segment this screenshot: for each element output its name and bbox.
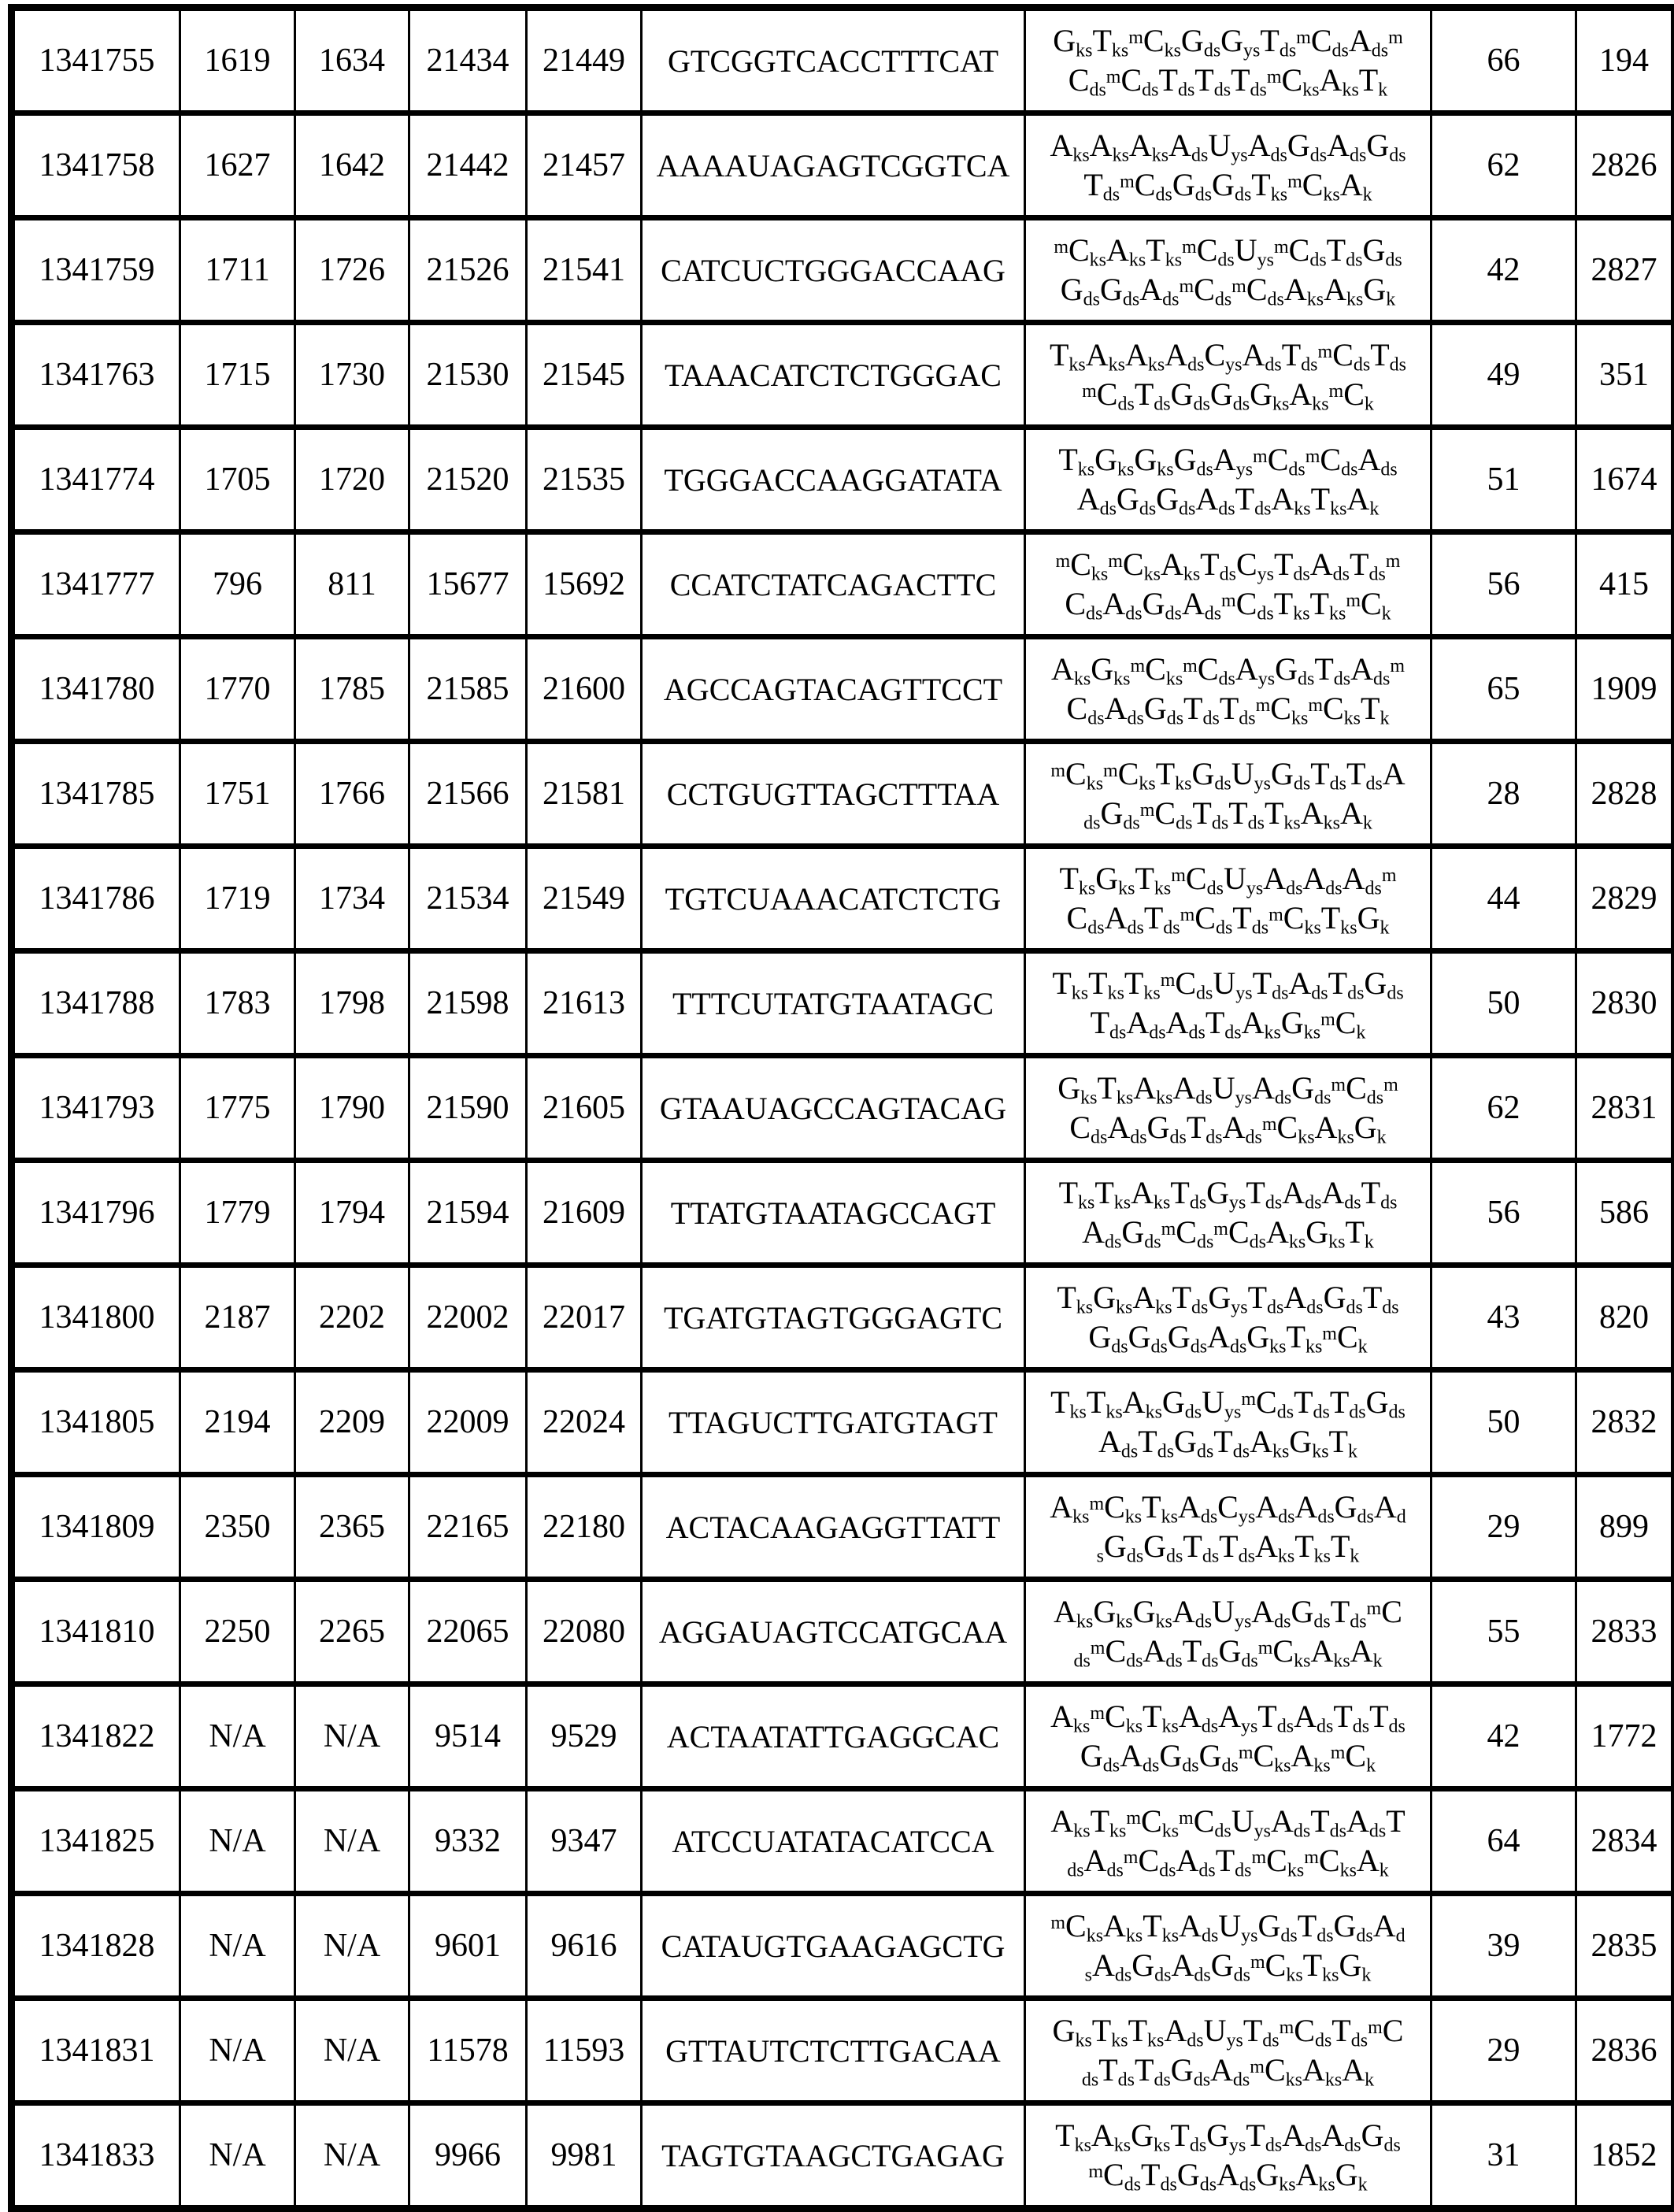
isis-number-cell: 1341800 bbox=[12, 1265, 180, 1370]
isis-number-cell: 1341788 bbox=[12, 951, 180, 1056]
chemistry-line: $C_{ds}A_{ds}G_{ds}T_{ds}A_{ds}^mC_{ks}A_{ks}G_k$ bbox=[1029, 1108, 1427, 1147]
table-row bbox=[12, 1894, 1674, 1999]
chemistry-line: $T_{ks}T_{ks}A_{ks}G_{ds}U_{ys}^mC_{ds}T_{ds}T_{ds}G_{ds}$ bbox=[1029, 1383, 1427, 1422]
stop-site-cell: 811 bbox=[295, 532, 409, 637]
table-row bbox=[12, 1161, 1674, 1265]
start-site-cell: 2350 bbox=[180, 1475, 295, 1580]
stop-site-2-cell: 11593 bbox=[527, 1999, 642, 2103]
chemistry-notation-cell bbox=[1025, 1370, 1431, 1475]
sequence-cell: TTATGTAATAGCCAGT bbox=[642, 1161, 1025, 1265]
start-site-2-cell: 22065 bbox=[409, 1580, 527, 1684]
chemistry-line: $A_{ks}A_{ks}A_{ks}A_{ds}U_{ys}A_{ds}G_{ds}A_{ds}G_{ds}$ bbox=[1029, 126, 1427, 165]
stop-site-2-cell: 22180 bbox=[527, 1475, 642, 1580]
chemistry-line: $^mC_{ks}^mC_{ks}A_{ks}T_{ds}C_{ys}T_{ds}A_{ds}T_{ds}^m$ bbox=[1029, 545, 1427, 584]
chemistry-line: $G_{ds}A_{ds}G_{ds}G_{ds}^mC_{ks}A_{ks}^mC_k$ bbox=[1029, 1736, 1427, 1776]
percent-inhibition-cell: 43 bbox=[1431, 1265, 1576, 1370]
isis-number-cell: 1341828 bbox=[12, 1894, 180, 1999]
start-site-2-cell: 21598 bbox=[409, 951, 527, 1056]
chemistry-line: $G_{ks}T_{ks}T_{ks}A_{ds}U_{ys}T_{ds}^mC_{ds}T_{ds}^mC$ bbox=[1029, 2011, 1427, 2051]
chemistry-line: $_{ds}G_{ds}^mC_{ds}T_{ds}T_{ds}T_{ks}A_{ks}A_k$ bbox=[1029, 794, 1427, 833]
percent-inhibition-cell: 42 bbox=[1431, 218, 1576, 323]
table-row bbox=[12, 1475, 1674, 1580]
chemistry-line: $A_{ks}T_{ks}^mC_{ks}^mC_{ds}U_{ys}A_{ds}T_{ds}A_{ds}T$ bbox=[1029, 1802, 1427, 1841]
seq-id-cell: 1852 bbox=[1576, 2103, 1674, 2209]
chemistry-line: $G_{ks}T_{ks}A_{ks}A_{ds}U_{ys}A_{ds}G_{ds}^mC_{ds}^m$ bbox=[1029, 1069, 1427, 1108]
stop-site-2-cell: 21541 bbox=[527, 218, 642, 323]
chemistry-line: $C_{ds}^mC_{ds}T_{ds}T_{ds}T_{ds}^mC_{ks}A_{ks}T_k$ bbox=[1029, 61, 1427, 100]
stop-site-cell: 1798 bbox=[295, 951, 409, 1056]
stop-site-cell: 1642 bbox=[295, 113, 409, 218]
percent-inhibition-cell: 39 bbox=[1431, 1894, 1576, 1999]
chemistry-line: $A_{ks}^mC_{ks}T_{ks}A_{ds}A_{ys}T_{ds}A_{ds}T_{ds}T_{ds}$ bbox=[1029, 1697, 1427, 1736]
percent-inhibition-cell: 56 bbox=[1431, 1161, 1576, 1265]
start-site-2-cell: 9601 bbox=[409, 1894, 527, 1999]
start-site-2-cell: 9514 bbox=[409, 1684, 527, 1789]
table-row bbox=[12, 1789, 1674, 1894]
chemistry-line: $T_{ks}G_{ks}A_{ks}T_{ds}G_{ys}T_{ds}A_{ds}G_{ds}T_{ds}$ bbox=[1029, 1278, 1427, 1317]
seq-id-cell: 820 bbox=[1576, 1265, 1674, 1370]
sequence-cell: GTAAUAGCCAGTACAG bbox=[642, 1056, 1025, 1161]
chemistry-line: $_{ds}A_{ds}^mC_{ds}A_{ds}T_{ds}^mC_{ks}^mC_{ks}A_k$ bbox=[1029, 1841, 1427, 1880]
chemistry-line: $T_{ks}G_{ks}G_{ks}G_{ds}A_{ys}^mC_{ds}^mC_{ds}A_{ds}$ bbox=[1029, 440, 1427, 480]
chemistry-notation-cell bbox=[1025, 113, 1431, 218]
chemistry-line: $C_{ds}A_{ds}T_{ds}^mC_{ds}T_{ds}^mC_{ks}T_{ks}G_k$ bbox=[1029, 899, 1427, 938]
chemistry-line: $A_{ds}G_{ds}G_{ds}A_{ds}T_{ds}A_{ks}T_{ks}A_k$ bbox=[1029, 480, 1427, 519]
table-row bbox=[12, 1370, 1674, 1475]
start-site-2-cell: 21594 bbox=[409, 1161, 527, 1265]
chemistry-line: $T_{ks}T_{ks}T_{ks}^mC_{ds}U_{ys}T_{ds}A_{ds}T_{ds}G_{ds}$ bbox=[1029, 964, 1427, 1003]
percent-inhibition-cell: 31 bbox=[1431, 2103, 1576, 2209]
chemistry-notation-cell bbox=[1025, 951, 1431, 1056]
start-site-cell: 1719 bbox=[180, 847, 295, 951]
chemistry-notation-cell bbox=[1025, 1684, 1431, 1789]
chemistry-line: $T_{ds}A_{ds}A_{ds}T_{ds}A_{ks}G_{ks}^mC_k$ bbox=[1029, 1003, 1427, 1043]
stop-site-cell: 1726 bbox=[295, 218, 409, 323]
percent-inhibition-cell: 44 bbox=[1431, 847, 1576, 951]
start-site-cell: 2194 bbox=[180, 1370, 295, 1475]
seq-id-cell: 2828 bbox=[1576, 742, 1674, 847]
isis-number-cell: 1341805 bbox=[12, 1370, 180, 1475]
table-row bbox=[12, 742, 1674, 847]
seq-id-cell: 194 bbox=[1576, 8, 1674, 113]
start-site-2-cell: 22165 bbox=[409, 1475, 527, 1580]
seq-id-cell: 2836 bbox=[1576, 1999, 1674, 2103]
stop-site-2-cell: 21449 bbox=[527, 8, 642, 113]
start-site-cell: 1627 bbox=[180, 113, 295, 218]
sequence-cell: GTCGGTCACCTTTCAT bbox=[642, 8, 1025, 113]
sequence-cell: AAAAUAGAGTCGGTCA bbox=[642, 113, 1025, 218]
stop-site-cell: 1720 bbox=[295, 428, 409, 532]
isis-number-cell: 1341759 bbox=[12, 218, 180, 323]
start-site-cell: N/A bbox=[180, 1789, 295, 1894]
percent-inhibition-cell: 55 bbox=[1431, 1580, 1576, 1684]
seq-id-cell: 1674 bbox=[1576, 428, 1674, 532]
sequence-cell: TGATGTAGTGGGAGTC bbox=[642, 1265, 1025, 1370]
stop-site-2-cell: 9616 bbox=[527, 1894, 642, 1999]
start-site-cell: 1770 bbox=[180, 637, 295, 742]
percent-inhibition-cell: 42 bbox=[1431, 1684, 1576, 1789]
chemistry-notation-cell bbox=[1025, 428, 1431, 532]
isis-number-cell: 1341822 bbox=[12, 1684, 180, 1789]
isis-number-cell: 1341833 bbox=[12, 2103, 180, 2209]
start-site-2-cell: 21590 bbox=[409, 1056, 527, 1161]
table-row bbox=[12, 323, 1674, 428]
sequence-cell: CCTGUGTTAGCTTTAA bbox=[642, 742, 1025, 847]
chemistry-line: $A_{ks}G_{ks}^mC_{ks}^mC_{ds}A_{ys}G_{ds}T_{ds}A_{ds}^m$ bbox=[1029, 650, 1427, 689]
chemistry-line: $G_{ks}T_{ks}^mC_{ks}G_{ds}G_{ys}T_{ds}^mC_{ds}A_{ds}^m$ bbox=[1029, 21, 1427, 61]
seq-id-cell: 2832 bbox=[1576, 1370, 1674, 1475]
seq-id-cell: 2826 bbox=[1576, 113, 1674, 218]
chemistry-line: $T_{ks}A_{ks}A_{ks}A_{ds}C_{ys}A_{ds}T_{ds}^mC_{ds}T_{ds}$ bbox=[1029, 335, 1427, 375]
table-row bbox=[12, 2103, 1674, 2209]
stop-site-cell: 1634 bbox=[295, 8, 409, 113]
percent-inhibition-cell: 50 bbox=[1431, 951, 1576, 1056]
start-site-cell: 1705 bbox=[180, 428, 295, 532]
chemistry-line: $G_{ds}G_{ds}A_{ds}^mC_{ds}^mC_{ds}A_{ks}A_{ks}G_k$ bbox=[1029, 270, 1427, 309]
sequence-cell: AGGAUAGTCCATGCAA bbox=[642, 1580, 1025, 1684]
start-site-cell: 1783 bbox=[180, 951, 295, 1056]
sequence-cell: ACTAATATTGAGGCAC bbox=[642, 1684, 1025, 1789]
percent-inhibition-cell: 62 bbox=[1431, 1056, 1576, 1161]
sequence-cell: TGTCUAAACATCTCTG bbox=[642, 847, 1025, 951]
percent-inhibition-cell: 29 bbox=[1431, 1475, 1576, 1580]
chemistry-line: $C_{ds}A_{ds}G_{ds}A_{ds}^mC_{ds}T_{ks}T_{ks}^mC_k$ bbox=[1029, 584, 1427, 624]
start-site-2-cell: 21442 bbox=[409, 113, 527, 218]
stop-site-cell: 1785 bbox=[295, 637, 409, 742]
isis-number-cell: 1341831 bbox=[12, 1999, 180, 2103]
stop-site-2-cell: 15692 bbox=[527, 532, 642, 637]
chemistry-line: $^mC_{ds}T_{ds}G_{ds}G_{ds}G_{ks}A_{ks}^mC_k$ bbox=[1029, 375, 1427, 414]
chemistry-line: $T_{ks}T_{ks}A_{ks}T_{ds}G_{ys}T_{ds}A_{ds}A_{ds}T_{ds}$ bbox=[1029, 1173, 1427, 1213]
table-row bbox=[12, 1580, 1674, 1684]
start-site-2-cell: 21520 bbox=[409, 428, 527, 532]
stop-site-2-cell: 21613 bbox=[527, 951, 642, 1056]
chemistry-line: $A_{ds}T_{ds}G_{ds}T_{ds}A_{ks}G_{ks}T_k$ bbox=[1029, 1422, 1427, 1462]
seq-id-cell: 2829 bbox=[1576, 847, 1674, 951]
sequence-cell: TAGTGTAAGCTGAGAG bbox=[642, 2103, 1025, 2209]
start-site-cell: 1775 bbox=[180, 1056, 295, 1161]
start-site-cell: 1779 bbox=[180, 1161, 295, 1265]
stop-site-cell: N/A bbox=[295, 1894, 409, 1999]
start-site-cell: 1715 bbox=[180, 323, 295, 428]
stop-site-cell: N/A bbox=[295, 1684, 409, 1789]
sequence-cell: ATCCUATATACATCCA bbox=[642, 1789, 1025, 1894]
sequence-cell: TAAACATCTCTGGGAC bbox=[642, 323, 1025, 428]
chemistry-line: $_{ds}T_{ds}T_{ds}G_{ds}A_{ds}^mC_{ks}A_{ks}A_k$ bbox=[1029, 2051, 1427, 2090]
oligo-table bbox=[8, 4, 1674, 2212]
chemistry-notation-cell bbox=[1025, 1789, 1431, 1894]
sequence-cell: TGGGACCAAGGATATA bbox=[642, 428, 1025, 532]
isis-number-cell: 1341777 bbox=[12, 532, 180, 637]
sequence-cell: AGCCAGTACAGTTCCT bbox=[642, 637, 1025, 742]
stop-site-2-cell: 22017 bbox=[527, 1265, 642, 1370]
percent-inhibition-cell: 29 bbox=[1431, 1999, 1576, 2103]
isis-number-cell: 1341825 bbox=[12, 1789, 180, 1894]
seq-id-cell: 2831 bbox=[1576, 1056, 1674, 1161]
start-site-cell: 1751 bbox=[180, 742, 295, 847]
sequence-cell: ACTACAAGAGGTTATT bbox=[642, 1475, 1025, 1580]
stop-site-cell: 2202 bbox=[295, 1265, 409, 1370]
percent-inhibition-cell: 49 bbox=[1431, 323, 1576, 428]
stop-site-2-cell: 21609 bbox=[527, 1161, 642, 1265]
table-row bbox=[12, 113, 1674, 218]
chemistry-notation-cell bbox=[1025, 1580, 1431, 1684]
isis-number-cell: 1341774 bbox=[12, 428, 180, 532]
isis-number-cell: 1341780 bbox=[12, 637, 180, 742]
chemistry-notation-cell bbox=[1025, 1999, 1431, 2103]
percent-inhibition-cell: 65 bbox=[1431, 637, 1576, 742]
chemistry-notation-cell bbox=[1025, 637, 1431, 742]
chemistry-line: $T_{ks}G_{ks}T_{ks}^mC_{ds}U_{ys}A_{ds}A_{ds}A_{ds}^m$ bbox=[1029, 859, 1427, 899]
isis-number-cell: 1341758 bbox=[12, 113, 180, 218]
table-row bbox=[12, 951, 1674, 1056]
table-row bbox=[12, 1056, 1674, 1161]
stop-site-2-cell: 21549 bbox=[527, 847, 642, 951]
stop-site-cell: 1766 bbox=[295, 742, 409, 847]
start-site-2-cell: 9332 bbox=[409, 1789, 527, 1894]
percent-inhibition-cell: 28 bbox=[1431, 742, 1576, 847]
isis-number-cell: 1341785 bbox=[12, 742, 180, 847]
stop-site-2-cell: 22080 bbox=[527, 1580, 642, 1684]
chemistry-notation-cell bbox=[1025, 1265, 1431, 1370]
chemistry-line: $_sG_{ds}G_{ds}T_{ds}T_{ds}A_{ks}T_{ks}T_k$ bbox=[1029, 1527, 1427, 1566]
stop-site-cell: 2365 bbox=[295, 1475, 409, 1580]
start-site-cell: N/A bbox=[180, 2103, 295, 2209]
chemistry-line: $C_{ds}A_{ds}G_{ds}T_{ds}T_{ds}^mC_{ks}^mC_{ks}T_k$ bbox=[1029, 689, 1427, 728]
table-row bbox=[12, 637, 1674, 742]
chemistry-line: $^mC_{ds}T_{ds}G_{ds}A_{ds}G_{ks}A_{ks}G_k$ bbox=[1029, 2155, 1427, 2195]
seq-id-cell: 2834 bbox=[1576, 1789, 1674, 1894]
isis-number-cell: 1341755 bbox=[12, 8, 180, 113]
start-site-2-cell: 21530 bbox=[409, 323, 527, 428]
seq-id-cell: 1909 bbox=[1576, 637, 1674, 742]
table-row bbox=[12, 1265, 1674, 1370]
start-site-2-cell: 21434 bbox=[409, 8, 527, 113]
seq-id-cell: 2835 bbox=[1576, 1894, 1674, 1999]
start-site-cell: N/A bbox=[180, 1894, 295, 1999]
table-body bbox=[12, 8, 1674, 2209]
start-site-cell: 796 bbox=[180, 532, 295, 637]
start-site-2-cell: 15677 bbox=[409, 532, 527, 637]
seq-id-cell: 351 bbox=[1576, 323, 1674, 428]
start-site-2-cell: 22002 bbox=[409, 1265, 527, 1370]
chemistry-line: $T_{ds}^mC_{ds}G_{ds}G_{ds}T_{ks}^mC_{ks}A_k$ bbox=[1029, 165, 1427, 205]
chemistry-notation-cell bbox=[1025, 1475, 1431, 1580]
chemistry-line: $A_{ks}^mC_{ks}T_{ks}A_{ds}C_{ys}A_{ds}A_{ds}G_{ds}A_d$ bbox=[1029, 1488, 1427, 1527]
chemistry-notation-cell bbox=[1025, 2103, 1431, 2209]
sequence-cell: GTTAUTCTCTTGACAA bbox=[642, 1999, 1025, 2103]
seq-id-cell: 899 bbox=[1576, 1475, 1674, 1580]
start-site-cell: 2187 bbox=[180, 1265, 295, 1370]
chemistry-notation-cell bbox=[1025, 323, 1431, 428]
start-site-2-cell: 21566 bbox=[409, 742, 527, 847]
stop-site-cell: 1794 bbox=[295, 1161, 409, 1265]
stop-site-2-cell: 22024 bbox=[527, 1370, 642, 1475]
start-site-cell: N/A bbox=[180, 1684, 295, 1789]
stop-site-cell: 1790 bbox=[295, 1056, 409, 1161]
chemistry-line: $A_{ds}G_{ds}^mC_{ds}^mC_{ds}A_{ks}G_{ks}T_k$ bbox=[1029, 1213, 1427, 1252]
stop-site-2-cell: 9347 bbox=[527, 1789, 642, 1894]
stop-site-2-cell: 21545 bbox=[527, 323, 642, 428]
sequence-cell: TTTCUTATGTAATAGC bbox=[642, 951, 1025, 1056]
start-site-2-cell: 9966 bbox=[409, 2103, 527, 2209]
chemistry-notation-cell bbox=[1025, 8, 1431, 113]
table-row bbox=[12, 428, 1674, 532]
percent-inhibition-cell: 50 bbox=[1431, 1370, 1576, 1475]
start-site-2-cell: 21526 bbox=[409, 218, 527, 323]
chemistry-line: $_sA_{ds}G_{ds}A_{ds}G_{ds}^mC_{ks}T_{ks}G_k$ bbox=[1029, 1946, 1427, 1985]
stop-site-cell: 1734 bbox=[295, 847, 409, 951]
sequence-cell: CATCUCTGGGACCAAG bbox=[642, 218, 1025, 323]
sequence-cell: CCATCTATCAGACTTC bbox=[642, 532, 1025, 637]
stop-site-cell: N/A bbox=[295, 2103, 409, 2209]
stop-site-cell: N/A bbox=[295, 1999, 409, 2103]
isis-number-cell: 1341810 bbox=[12, 1580, 180, 1684]
percent-inhibition-cell: 56 bbox=[1431, 532, 1576, 637]
stop-site-cell: 1730 bbox=[295, 323, 409, 428]
chemistry-line: $G_{ds}G_{ds}G_{ds}A_{ds}G_{ks}T_{ks}^mC_k$ bbox=[1029, 1317, 1427, 1357]
start-site-cell: 1711 bbox=[180, 218, 295, 323]
stop-site-cell: N/A bbox=[295, 1789, 409, 1894]
stop-site-cell: 2265 bbox=[295, 1580, 409, 1684]
stop-site-2-cell: 9981 bbox=[527, 2103, 642, 2209]
chemistry-notation-cell bbox=[1025, 218, 1431, 323]
table-row bbox=[12, 8, 1674, 113]
chemistry-line: $^mC_{ks}A_{ks}T_{ks}A_{ds}U_{ys}G_{ds}T_{ds}G_{ds}A_d$ bbox=[1029, 1906, 1427, 1946]
chemistry-line: $^mC_{ks}A_{ks}T_{ks}^mC_{ds}U_{ys}^mC_{ds}T_{ds}G_{ds}$ bbox=[1029, 231, 1427, 270]
stop-site-2-cell: 21600 bbox=[527, 637, 642, 742]
seq-id-cell: 2833 bbox=[1576, 1580, 1674, 1684]
start-site-2-cell: 11578 bbox=[409, 1999, 527, 2103]
chemistry-line: $_{ds}^mC_{ds}A_{ds}T_{ds}G_{ds}^mC_{ks}A_{ks}A_k$ bbox=[1029, 1632, 1427, 1671]
start-site-2-cell: 22009 bbox=[409, 1370, 527, 1475]
percent-inhibition-cell: 62 bbox=[1431, 113, 1576, 218]
chemistry-notation-cell bbox=[1025, 532, 1431, 637]
stop-site-2-cell: 21605 bbox=[527, 1056, 642, 1161]
table-row bbox=[12, 532, 1674, 637]
chemistry-line: $T_{ks}A_{ks}G_{ks}T_{ds}G_{ys}T_{ds}A_{ds}A_{ds}G_{ds}$ bbox=[1029, 2116, 1427, 2155]
isis-number-cell: 1341793 bbox=[12, 1056, 180, 1161]
chemistry-notation-cell bbox=[1025, 1161, 1431, 1265]
table-row bbox=[12, 218, 1674, 323]
chemistry-notation-cell bbox=[1025, 1894, 1431, 1999]
start-site-2-cell: 21534 bbox=[409, 847, 527, 951]
chemistry-notation-cell bbox=[1025, 847, 1431, 951]
percent-inhibition-cell: 51 bbox=[1431, 428, 1576, 532]
seq-id-cell: 586 bbox=[1576, 1161, 1674, 1265]
percent-inhibition-cell: 64 bbox=[1431, 1789, 1576, 1894]
start-site-cell: 2250 bbox=[180, 1580, 295, 1684]
table-row bbox=[12, 1999, 1674, 2103]
chemistry-notation-cell bbox=[1025, 742, 1431, 847]
seq-id-cell: 1772 bbox=[1576, 1684, 1674, 1789]
chemistry-line: $^mC_{ks}^mC_{ks}T_{ks}G_{ds}U_{ys}G_{ds}T_{ds}T_{ds}A$ bbox=[1029, 754, 1427, 794]
stop-site-cell: 2209 bbox=[295, 1370, 409, 1475]
seq-id-cell: 2830 bbox=[1576, 951, 1674, 1056]
table-row bbox=[12, 847, 1674, 951]
seq-id-cell: 415 bbox=[1576, 532, 1674, 637]
percent-inhibition-cell: 66 bbox=[1431, 8, 1576, 113]
sequence-cell: CATAUGTGAAGAGCTG bbox=[642, 1894, 1025, 1999]
seq-id-cell: 2827 bbox=[1576, 218, 1674, 323]
isis-number-cell: 1341763 bbox=[12, 323, 180, 428]
table-row bbox=[12, 1684, 1674, 1789]
chemistry-notation-cell bbox=[1025, 1056, 1431, 1161]
start-site-2-cell: 21585 bbox=[409, 637, 527, 742]
stop-site-2-cell: 21581 bbox=[527, 742, 642, 847]
isis-number-cell: 1341809 bbox=[12, 1475, 180, 1580]
sequence-cell: TTAGUCTTGATGTAGT bbox=[642, 1370, 1025, 1475]
stop-site-2-cell: 9529 bbox=[527, 1684, 642, 1789]
start-site-cell: 1619 bbox=[180, 8, 295, 113]
chemistry-line: $A_{ks}G_{ks}G_{ks}A_{ds}U_{ys}A_{ds}G_{ds}T_{ds}^mC$ bbox=[1029, 1592, 1427, 1632]
isis-number-cell: 1341786 bbox=[12, 847, 180, 951]
stop-site-2-cell: 21457 bbox=[527, 113, 642, 218]
start-site-cell: N/A bbox=[180, 1999, 295, 2103]
stop-site-2-cell: 21535 bbox=[527, 428, 642, 532]
isis-number-cell: 1341796 bbox=[12, 1161, 180, 1265]
